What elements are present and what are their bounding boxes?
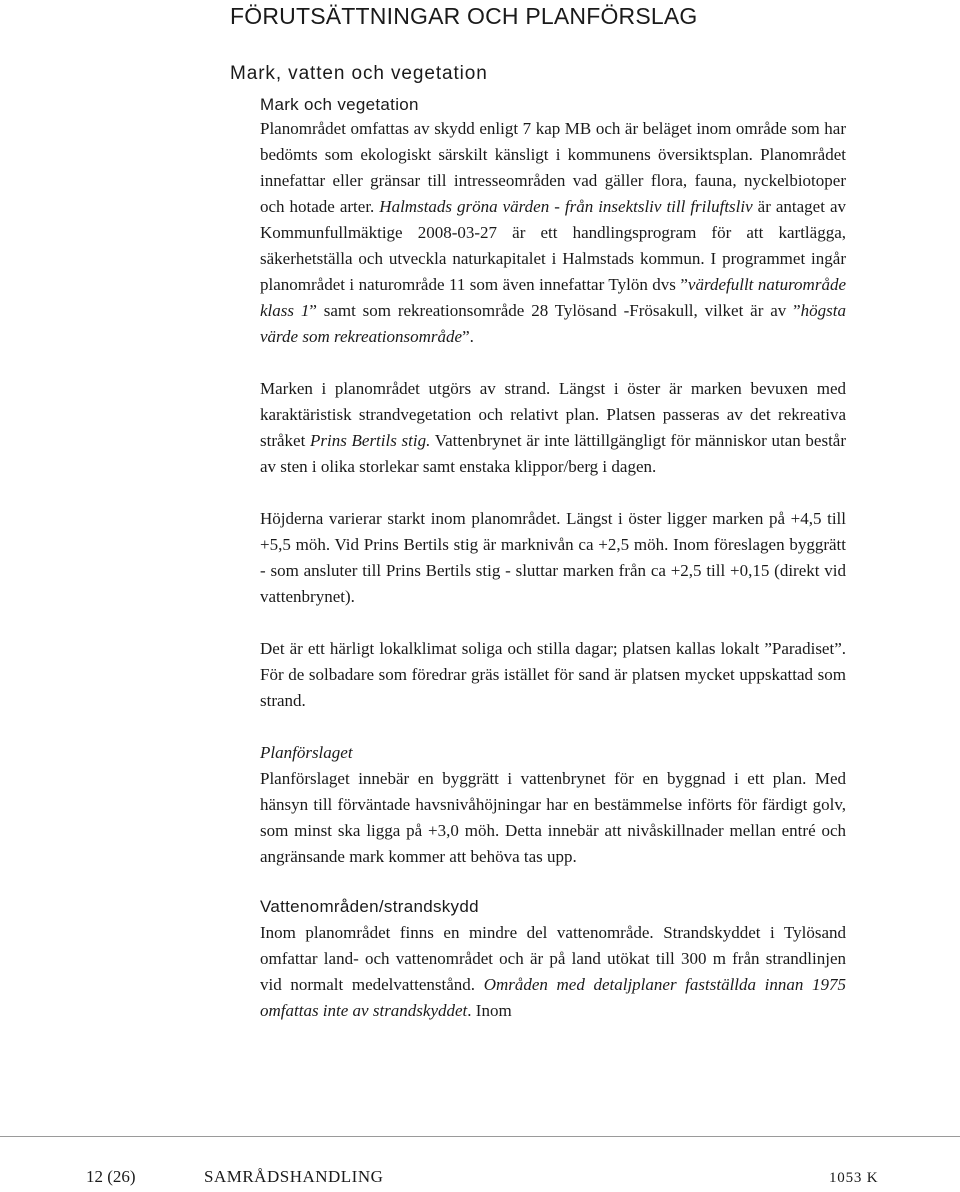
paragraph-mark-1 [260,116,846,350]
section-heading: Mark, vatten och vegetation [230,63,488,84]
footer-document-type: SAMRÅDSHANDLING [204,1167,384,1186]
subheading-vattenomraden: Vattenområden/strandskydd [260,897,479,916]
text-run: är antaget av Kommunfullmäktige 2008-03-27 är ett handlingsprogram för att kartlägga, säkerhetställa och utveckla naturkapitalet i Halmstads kommun. I programmet ingår planområdet i naturområde 11 som även innefattar Tylön dvs ” [260,197,846,294]
paragraph-planforslag: Planförslaget innebär en byggrätt i vattenbrynet för en byggnad i ett plan. Med hänsyn till förväntade havsnivåhöjningar har en bestämmelse införts för färdigt golv, som minst ska ligga på +3,0 möh. Detta innebär att nivåskillnader mellan entré och angränsande mark kommer att behöva tas upp. [260,769,846,866]
text-run: Marken i planområdet utgörs av strand. Längst i öster är marken bevuxen med karaktäristisk strandvegetation och relativt plan. Platsen passeras av det rekreativa stråket [260,379,846,450]
subheading-mark-och-vegetation: Mark och vegetation [260,95,419,114]
italic-subheading-text: Planförslaget [260,743,353,762]
subheading-planforslaget [260,740,846,766]
paragraph-vatten [260,920,846,1024]
document-body [260,94,846,1024]
footer-page-number: 12 (26) [86,1167,136,1186]
text-run: Vattenbrynet är inte lättillgängligt för människor utan består av sten i olika storlekar samt enstaka klippor/berg i dagen. [260,431,847,476]
text-run: . Inom [467,1001,512,1020]
footer-document-code: 1053 K [829,1170,879,1186]
italic-quote-rekreationsomrade: högsta värde som rekreationsområde [260,301,846,346]
paragraph-mark-4: Det är ett härligt lokalklimat soliga och stilla dagar; platsen kallas lokalt ”Paradiset”. För de solbadare som föredrar gräs istället för sand är platsen mycket uppskattad som strand. [260,639,846,710]
text-run: Planområdet omfattas av skydd enligt 7 kap MB och är beläget inom område som har bedömts som ekologiskt särskilt känsligt i kommunens översiktsplan. Planområdet innefattar eller gränsar till intresseområden vad gäller flora, fauna, nyckelbiotoper och hotade arter. [260,119,846,216]
text-run: ”. [462,327,474,346]
italic-quote-naturomrade-klass: värdefullt naturområde klass 1 [260,275,846,320]
page-heading: FÖRUTSÄTTNINGAR OCH PLANFÖRSLAG [230,3,698,29]
italic-title-halmstads-grona-varden: Halmstads gröna värden - från insektsliv till friluftsliv [379,197,753,216]
paragraph-mark-2 [260,376,846,480]
italic-prins-bertils-stig: Prins Bertils stig. [310,431,431,450]
footer-divider [0,1136,960,1137]
italic-strandskydd-note: Områden med detaljplaner fastställda innan 1975 omfattas inte av strandskyddet [260,975,846,1020]
text-run: ” samt som rekreationsområde 28 Tylösand -Frösakull, vilket är av ” [309,301,801,320]
paragraph-mark-3: Höjderna varierar starkt inom planområdet. Längst i öster ligger marken på +4,5 till +5,5 möh. Vid Prins Bertils stig är marknivån ca +2,5 möh. Inom föreslagen byggrätt - som ansluter till Prins Bertils stig - sluttar marken från ca +2,5 till +0,15 (direkt vid vattenbrynet). [260,509,846,606]
text-run: Inom planområdet finns en mindre del vattenområde. Strandskyddet i Tylösand omfattar land- och vattenområdet och är på land utökat till 300 m från strandlinjen vid normalt medelvattenstånd. [260,923,846,994]
